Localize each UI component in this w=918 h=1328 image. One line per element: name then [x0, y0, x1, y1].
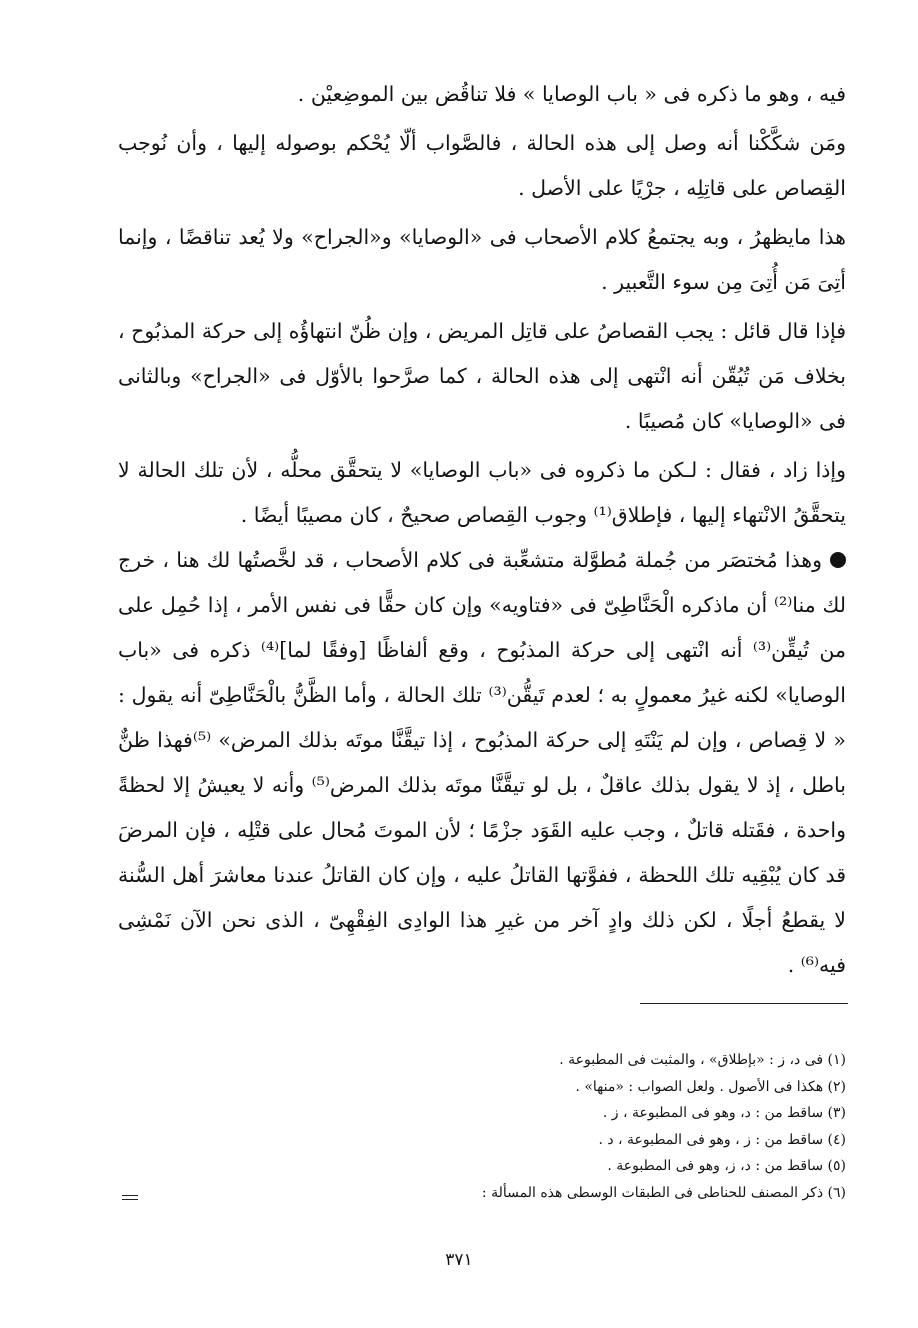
- footnote-separator: [640, 1003, 848, 1004]
- footnote-6: (٦) ذكر المصنف للحناطى فى الطبقات الوسطى هذه المسألة :: [481, 1184, 846, 1201]
- paragraph-6: [118, 538, 846, 988]
- paragraph-1: فيه ، وهو ما ذكره فى « باب الوصايا » فلا تناقُض بين الموضِعيْن .: [297, 82, 846, 106]
- continuation-marker: [122, 1195, 138, 1200]
- footnote-2: (٢) هكذا فى الأصول . ولعل الصواب : «منها» .: [575, 1078, 846, 1095]
- paragraph-6-text: وهذا مُختصَر من جُملة مُطوَّلة متشعِّبة فى كلام الأصحاب ، قد لخَّصتُها لك هنا ، خرج لك منا⁽²⁾ أن ماذكره الْحَنَّاطِىّ فى «فتاويه» وإن كان حقًّا فى نفس الأمر ، إذا حُمِل على من تُيقِّن⁽³⁾ أنه انْتهى إلى حركة المذبُوح ، وقع ألفاظًا [وفقًا لما]⁽⁴⁾ ذكره فى «باب الوصايا» لكنه غيرُ معمولٍ به ؛ لعدم تَيقُّن⁽³⁾ تلك الحالة ، وأما الظَّنُّ بالْحَنَّاطِىّ أنه يقول : « لا قِصاص ، وإن لم يَنْتَهِ إلى حركة المذبُوح ، إذا تيقَّنَّا موتَه بذلك المرض» ⁽⁵⁾فهذا ظنٌّ باطل ، إذ لا يقول بذلك عاقلٌ ، بل لو تيقَّنَّا موتَه بذلك المرض⁽⁵⁾ وأنه لا يعيشُ إلا لحظةً واحدة ، فقَتله قاتلٌ ، وجب عليه القَوَد جزْمًا ؛ لأن الموتَ مُحال على قتْلِه ، فإن المرضَ قد كان يُبْقِيه تلك اللحظة ، ففوَّتها القاتلُ عليه ، وإن كان القاتلُ عندنا معاشرَ أهل السُّنة لا يقطعُ أجلًا ، لكن ذلك وادٍ آخر من غيرِ هذا الوادِى الفِقْهِىّ ، الذى نحن الآن نَمْشِى فيه⁽⁶⁾ .: [118, 548, 846, 977]
- paragraph-2: ومَن شكَّكْنا أنه وصل إلى هذه الحالة ، فالصَّواب ألّا يُحْكم بوصوله إليها ، وأن نُوجب القِصاص على قاتِلِه ، جرْيًا على الأصل .: [118, 131, 846, 200]
- paragraph-3: هذا مايظهرُ ، وبه يجتمعُ كلام الأصحاب فى «الوصايا» و«الجراح» ولا يُعد تناقضًا ، وإنما أتِىَ مَن أُتِىَ مِن سوء التَّعبير .: [118, 225, 846, 294]
- bullet-icon: [830, 552, 846, 568]
- paragraph-5: وإذا زاد ، فقال : لـكن ما ذكروه فى «باب الوصايا» لا يتحقَّق محلُّه ، لأن تلك الحالة لا يتحقَّقُ الانْتهاء إليها ، فإطلاق⁽¹⁾ وجوب القِصاص صحيحٌ ، كان مصيبًا أيضًا .: [118, 458, 846, 527]
- footnote-5: (٥) ساقط من : د، ز، وهو فى المطبوعة .: [607, 1158, 846, 1174]
- footnote-4: (٤) ساقط من : ز ، وهو فى المطبوعة ، د .: [598, 1131, 846, 1148]
- main-text: [118, 72, 846, 988]
- footnote-3: (٣) ساقط من : د، وهو فى المطبوعة ، ز .: [602, 1105, 846, 1121]
- footnote-1: (١) فى د، ز : «بإطلاق» ، والمثبت فى المطبوعة .: [559, 1052, 846, 1068]
- page-number: ٣٧١: [445, 1250, 473, 1270]
- footnotes: [118, 1047, 846, 1206]
- paragraph-4: فإذا قال قائل : يجب القصاصُ على قاتِل المريض ، وإن ظُنّ انتهاؤُه إلى حركة المذبُوح ، بخلاف مَن تُيُقّن أنه انْتهى إلى هذه الحالة ، كما صرَّحوا بالأوّل فى «الجراح» وبالثانى فى «الوصايا» كان مُصيبًا .: [118, 319, 846, 433]
